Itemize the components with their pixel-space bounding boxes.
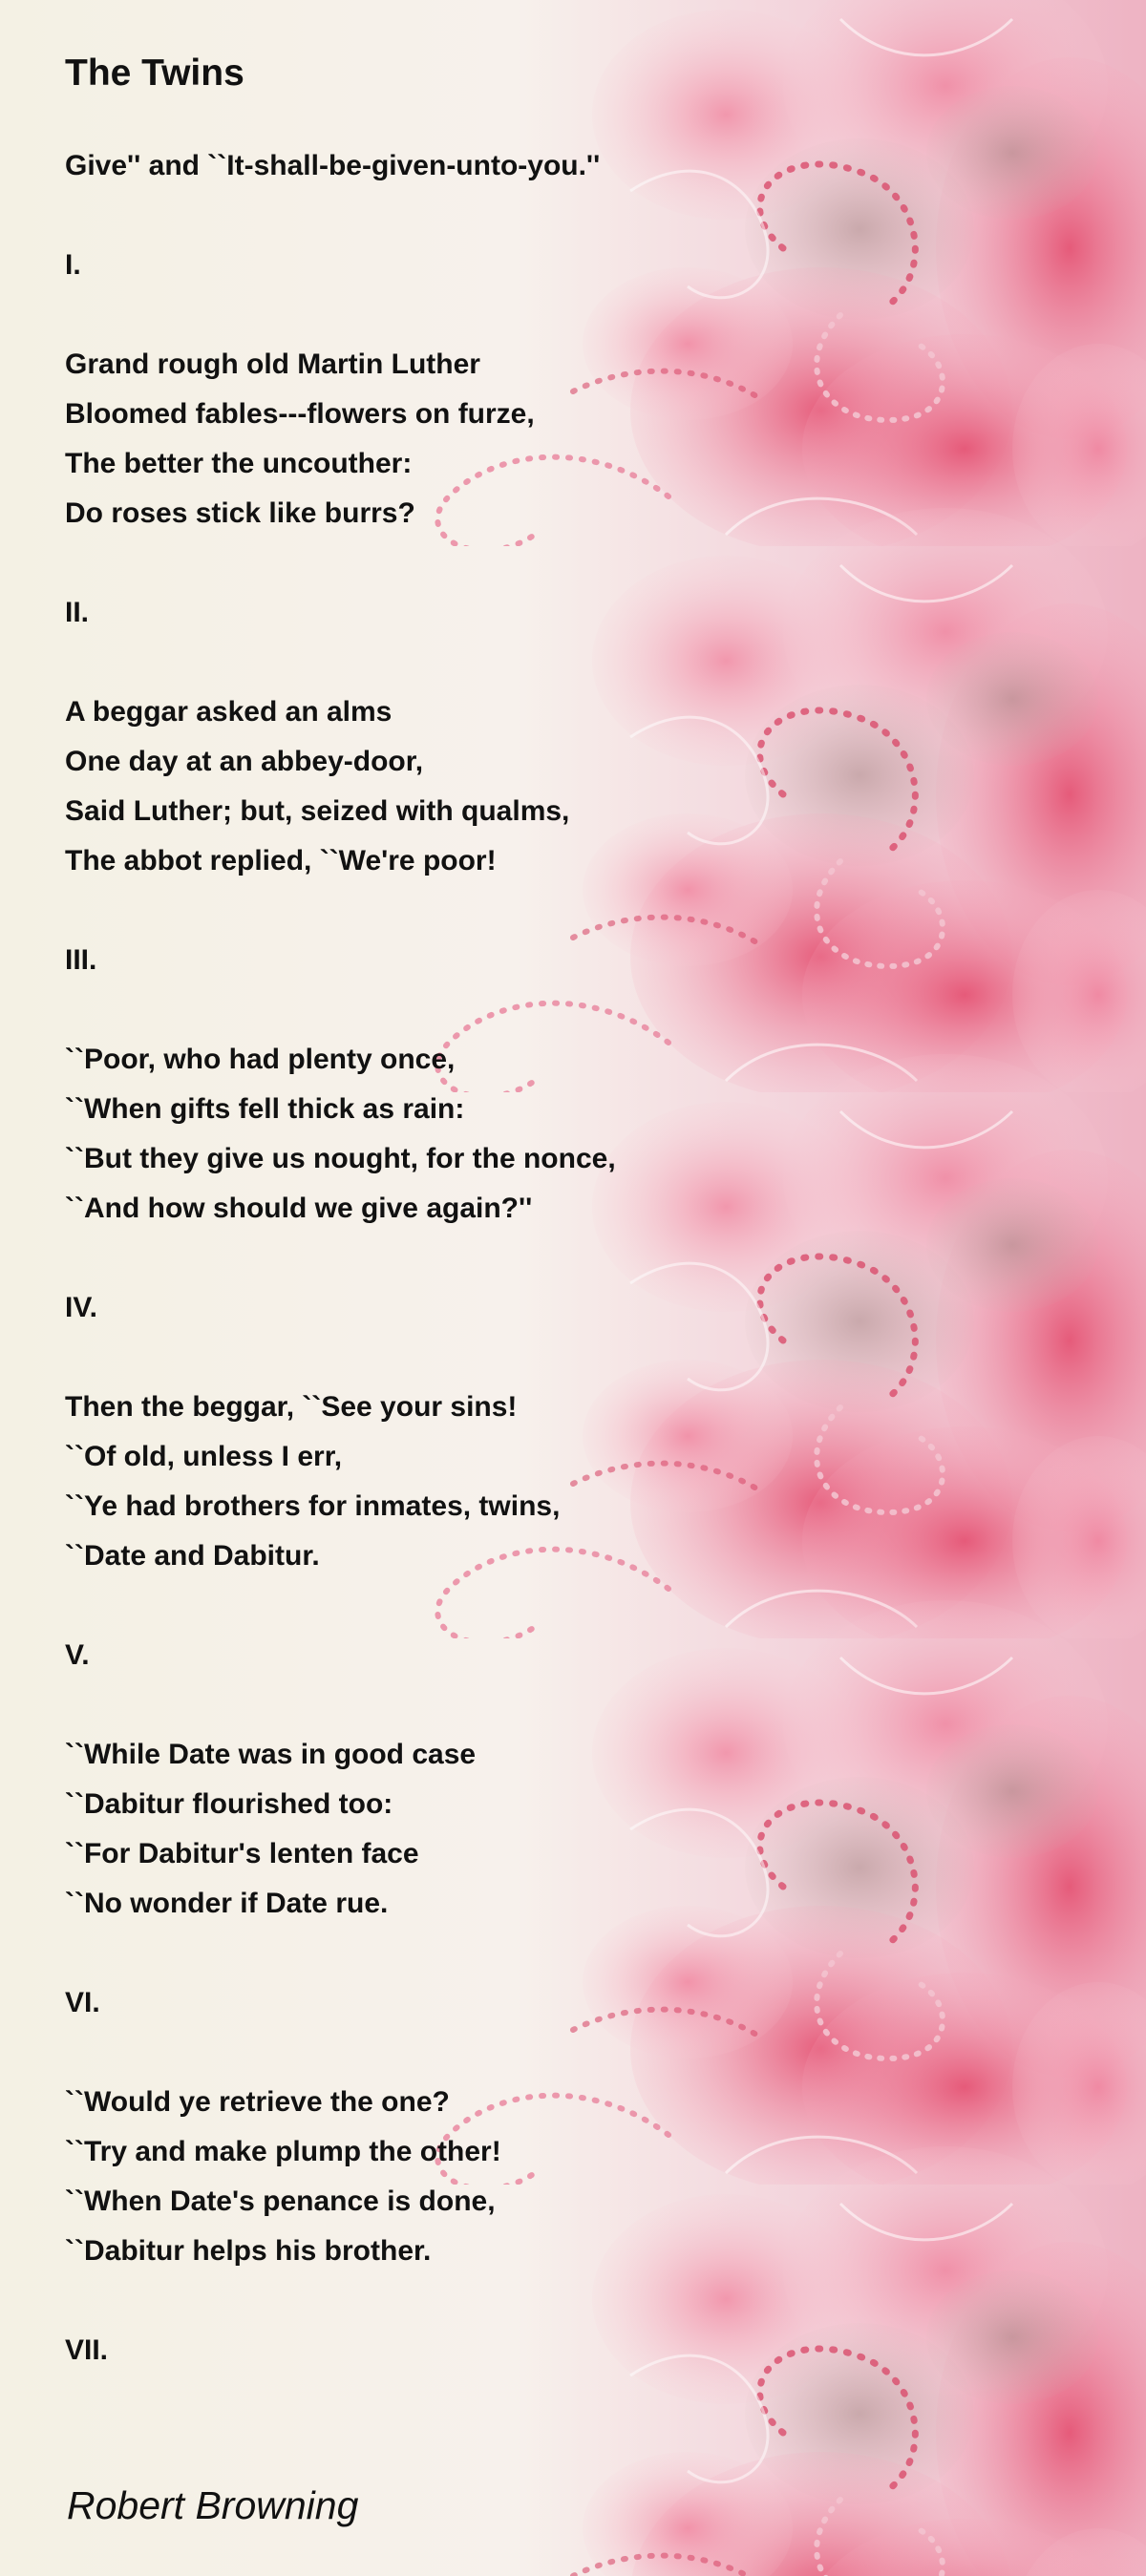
poem-author: Robert Browning [67, 2483, 359, 2527]
poem-line: ``Date and Dabitur. [65, 1540, 320, 1572]
poem-line: ``Dabitur helps his brother. [65, 2235, 432, 2267]
poem-line: ``Of old, unless I err, [65, 1441, 343, 1472]
poem-line: ``Poor, who had plenty once, [65, 1044, 456, 1075]
stanza-number: VI. [65, 1987, 100, 2018]
poem-line: ``But they give us nought, for the nonce, [65, 1143, 616, 1174]
stanza-number: III. [65, 944, 97, 976]
poem-line: A beggar asked an alms [65, 696, 393, 728]
poem-title: The Twins [65, 53, 244, 94]
poem-line: ``Ye had brothers for inmates, twins, [65, 1490, 561, 1522]
poem-line: ``Try and make plump the other! [65, 2136, 501, 2167]
poem-line: ``Dabitur flourished too: [65, 1788, 393, 1820]
poem-line: The abbot replied, ``We're poor! [65, 845, 497, 876]
poem-line: One day at an abbey-door, [65, 746, 424, 777]
poem-line: The better the uncouther: [65, 448, 413, 479]
poem-line: Grand rough old Martin Luther [65, 348, 480, 380]
poem-line: ``Would ye retrieve the one? [65, 2086, 450, 2118]
poem-line: ``While Date was in good case [65, 1739, 477, 1770]
stanza-number: IV. [65, 1292, 97, 1323]
poem-line: ``And how should we give again?'' [65, 1193, 533, 1224]
poem-line: ``When gifts fell thick as rain: [65, 1093, 465, 1125]
poem-line: ``No wonder if Date rue. [65, 1888, 389, 1919]
stanza-number: I. [65, 249, 81, 281]
poem-line: Said Luther; but, seized with qualms, [65, 795, 570, 827]
poem-line: Then the beggar, ``See your sins! [65, 1391, 518, 1423]
stanza-number: V. [65, 1639, 90, 1671]
stanza-number: VII. [65, 2334, 109, 2366]
poem-line: ``For Dabitur's lenten face [65, 1838, 419, 1869]
poem-line: ``When Date's penance is done, [65, 2185, 496, 2217]
poem-line: Give'' and ``It-shall-be-given-unto-you.'' [65, 150, 601, 181]
poem-line: Bloomed fables---flowers on furze, [65, 398, 535, 430]
poem-line: Do roses stick like burrs? [65, 497, 415, 529]
stanza-number: II. [65, 597, 90, 628]
